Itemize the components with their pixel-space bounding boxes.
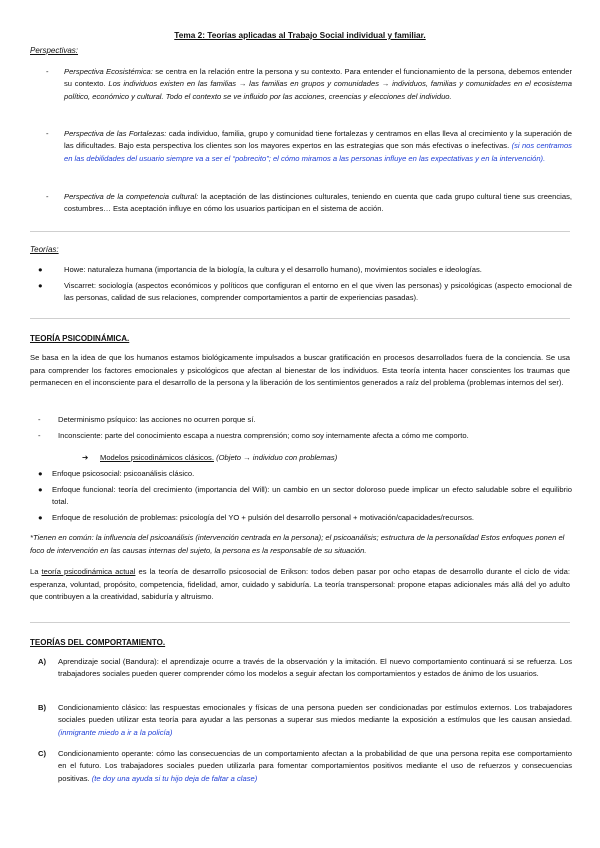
list-marker: - [38, 415, 41, 424]
note: (inmigrante miedo a ir a la policía) [58, 727, 173, 737]
perspectiva-fortalezas [64, 128, 572, 165]
perspectivas-heading: Perspectivas: [30, 46, 79, 55]
divider [30, 231, 570, 232]
aprendizaje-social [58, 656, 572, 681]
text: se centra en la relación entre la persona y su contexto. Para entender el funcionamiento de la persona, debemos entender su contexto. [64, 67, 572, 89]
teoria-viscarret: Viscarret: sociología (aspectos económicos y políticos que configuran el entorno en el que viven las personas) y psicológicas (aspecto emocional de las personas, calidad de sus relaciones, comprender comportamientos a partir de experiencias pasadas). [64, 281, 572, 303]
list-marker: - [46, 67, 49, 76]
teoria-howe: Howe: naturaleza humana (importancia de la biología, la cultura y el desarrollo humano), movimientos sociales e ideologías. [64, 265, 482, 274]
actual-link: teoría psicodinámica actual [41, 567, 136, 576]
text: Condicionamiento operante: cómo las consecuencias de un comportamiento afectan a la probabilidad de que una persona repita ese comportamiento en el futuro. Los trabajadores sociales pueden utilizarla para fomentar comportamientos positivos mediante el uso de refuerzos y consecuencias positivas. [58, 749, 572, 783]
list-marker: - [46, 129, 49, 138]
note: (te doy una ayuda si tu hijo deja de faltar a clase) [91, 773, 258, 783]
comportamiento-heading: TEORÍAS DEL COMPORTAMIENTO. [30, 638, 166, 647]
modelos-label: Modelos psicodinámicos clásicos. [100, 453, 214, 462]
teorias-heading: Teorías: [30, 245, 59, 254]
term: Perspectiva de la competencia cultural: [64, 192, 199, 201]
arrow-icon: ➔ [82, 453, 89, 462]
text: la aceptación de las distinciones culturales, teniendo en cuenta que cada grupo cultural tiene sus creencias, costumbres… Esta aceptación influye en cómo los usuarios participan en el sistema de acción. [64, 192, 572, 214]
list-marker: C) [38, 749, 47, 758]
bullet: ● [38, 281, 43, 290]
psicodinamica-heading: TEORÍA PSICODINÁMICA. [30, 334, 130, 343]
list-marker: - [38, 431, 41, 440]
term: Perspectiva Ecosistémica: [64, 67, 153, 76]
enfoque-funcional: Enfoque funcional: teoría del crecimiento (importancia del Will): un cambio en un sector doloroso puede implicar un efecto saludable sobre el equilibrio total. [52, 485, 572, 507]
term: Perspectiva de las Fortalezas: [64, 129, 167, 138]
list-marker: A) [38, 657, 47, 666]
condicionamiento-operante [58, 748, 572, 785]
text: Aprendizaje social (Bandura): el aprendizaje ocurre a través de la observación y la imitación. El nuevo comportamiento continuará si se refuerza. Los trabajadores sociales pueden querer comprender cómo los modelos a seguir afectan los comportamientos y estados de ánimo de los usuarios. [58, 657, 572, 679]
list-marker: B) [38, 703, 47, 712]
bullet: ● [38, 469, 43, 478]
determinismo-psiquico: Determinismo psíquico: las acciones no ocurren porque sí. [58, 415, 256, 424]
actual-text: es la teoría de desarrollo psicosocial de Erikson: todos deben pasar por ocho etapas de desarrollo durante el ciclo de vida: esperanza, voluntad, propósito, competencia, fidelidad, amor, cuidado y sabiduría. La teoría transpersonal: propone etapas adicionales más allá del yo adulto que contribuyen a la creatividad, sabiduría y altruismo. [30, 567, 570, 601]
perspectiva-ecosistemica [64, 66, 572, 103]
psicodinamica-intro: Se basa en la idea de que los humanos estamos biológicamente impulsados a buscar gratificación en procesos desarrollados fuera de la conciencia. Se usa para comprender los factores emocionales y psicológicos que afectan al bienestar de los individuos. Esta teoría intenta hacer conscientes los traumas que permanecen en el inconsciente para el desarrollo de la persona y la liberación de los sentimientos generados a raíz del problema (problemas internos del ser). [30, 353, 570, 387]
italic-text: Los individuos existen en las familias → las familias en grupos y comunidades → individuos, familias y comunidades en el ecosistema político, económico y cultural. Todo el contexto se ve influido por las acciones, creencias y elecciones del individuo. [64, 79, 572, 101]
psicodinamica-actual [30, 566, 570, 604]
text: Condicionamiento clásico: las respuestas emocionales y físicas de una persona pueden ser condicionadas por estímulos externos. Los trabajadores sociales pueden utilizar esta teoría para ayudar a las personas a superar sus miedos mediante la exposición a estímulos que les causan ansiedad. [58, 703, 572, 725]
note: (si nos centramos en las debilidades del usuario siempre va a ser el “pobrecito”; el cómo miramos a las personas influye en las expectativas y en la intervención). [64, 141, 572, 163]
enfoque-psicosocial: Enfoque psicosocial: psicoanálisis clásico. [52, 469, 195, 478]
enfoque-resolucion: Enfoque de resolución de problemas: psicología del YO + pulsión del desarrollo personal + motivación/capacidades/recursos. [52, 513, 474, 522]
list-marker: - [46, 192, 49, 201]
condicionamiento-clasico [58, 702, 572, 739]
modelos-note: (Objeto → individuo con problemas) [216, 453, 338, 462]
document-title: Tema 2: Teorías aplicadas al Trabajo Social individual y familiar. [174, 30, 426, 40]
bullet: ● [38, 513, 43, 522]
bullet: ● [38, 485, 43, 494]
modelos-psicodinamicos [100, 452, 570, 464]
divider [30, 622, 570, 623]
text: cada individuo, familia, grupo y comunidad tiene fortalezas y centramos en ellas lleva al crecimiento y la superación de las dificultades. Bajo esta perspectiva los clientes son los mayores expertos en las estrategias que son más efectivas o inefectivas. [64, 129, 573, 151]
bullet: ● [38, 265, 43, 274]
divider [30, 318, 570, 319]
perspectiva-competencia-cultural [64, 191, 572, 216]
actual-prefix: La [30, 567, 39, 576]
inconsciente: Inconsciente: parte del conocimiento escapa a nuestra comprensión; como soy internamente afecta a cómo me comporto. [58, 431, 469, 440]
psicodinamica-note: *Tienen en común: la influencia del psicoanálisis (intervención centrada en la persona); el psicoanálisis; estructura de la personalidad Estos enfoques ponen el foco de intervención en las causas internas del sujeto, la persona es la responsable de su situación. [30, 533, 565, 555]
